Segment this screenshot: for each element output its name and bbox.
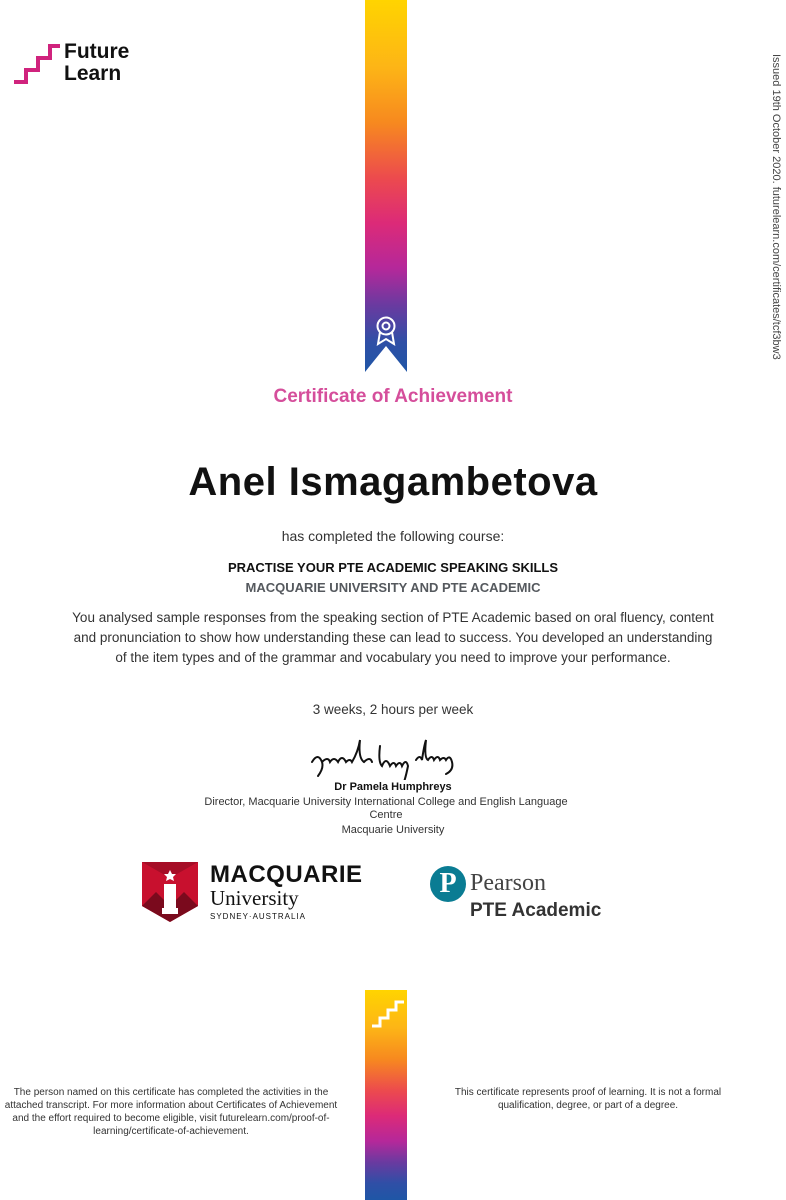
pearson-mark-icon: P [430, 866, 466, 902]
pte-academic-label: PTE Academic [470, 900, 602, 921]
macquarie-name: MACQUARIE [210, 861, 363, 888]
footer-right-note: This certificate represents proof of learning. It is not a formal qualification, degree, or part of a degree. [454, 1087, 722, 1111]
signatory-role: Director, Macquarie University International College and English Language Centre [204, 796, 568, 821]
stairs-icon [370, 994, 404, 1030]
award-rosette-icon [375, 316, 397, 346]
signatory-name: Dr Pamela Humphreys [334, 781, 452, 793]
bottom-ribbon [365, 990, 407, 1200]
recipient-name: Anel Ismagambetova [188, 460, 598, 504]
macquarie-university-label: University [210, 886, 299, 910]
logo-line-1: Future [64, 40, 130, 63]
logo-line-2: Learn [64, 62, 122, 85]
handwritten-signature [300, 732, 480, 780]
futurelearn-stairs-icon [14, 44, 60, 86]
course-duration: 3 weeks, 2 hours per week [312, 702, 474, 717]
macquarie-logo [142, 862, 362, 924]
signatory-organisation: Macquarie University [341, 824, 445, 836]
macquarie-location: SYDNEY·AUSTRALIA [210, 912, 307, 921]
issued-note: Issued 19th October 2020. futurelearn.com/certificates/tcf3bw3 [770, 54, 782, 360]
futurelearn-logo [14, 40, 144, 90]
completed-text: has completed the following course: [281, 528, 505, 544]
course-title: PRACTISE YOUR PTE ACADEMIC SPEAKING SKILLS [227, 560, 559, 575]
course-description: You analysed sample responses from the speaking section of PTE Academic based on oral fluency, content and pronunciation to show how understanding these can lead to success. You developed an understanding of the item types and of the grammar and vocabulary you need to improve your performance. [72, 610, 714, 665]
course-organisations: MACQUARIE UNIVERSITY AND PTE ACADEMIC [245, 580, 541, 595]
top-ribbon [365, 0, 407, 372]
macquarie-wordmark [210, 862, 363, 921]
pearson-name: Pearson [470, 870, 546, 896]
certificate-title: Certificate of Achievement [273, 386, 513, 407]
macquarie-shield-icon [142, 862, 198, 922]
footer-left-note: The person named on this certificate has completed the activities in the attached transcript. For more information about Certificates of Achievement and the effort required to become eligible, visit futurelearn.com/proof-of-learning/certificate-of-achievement. [4, 1087, 338, 1137]
pearson-logo [430, 866, 610, 926]
logo-wordmark [64, 41, 129, 85]
